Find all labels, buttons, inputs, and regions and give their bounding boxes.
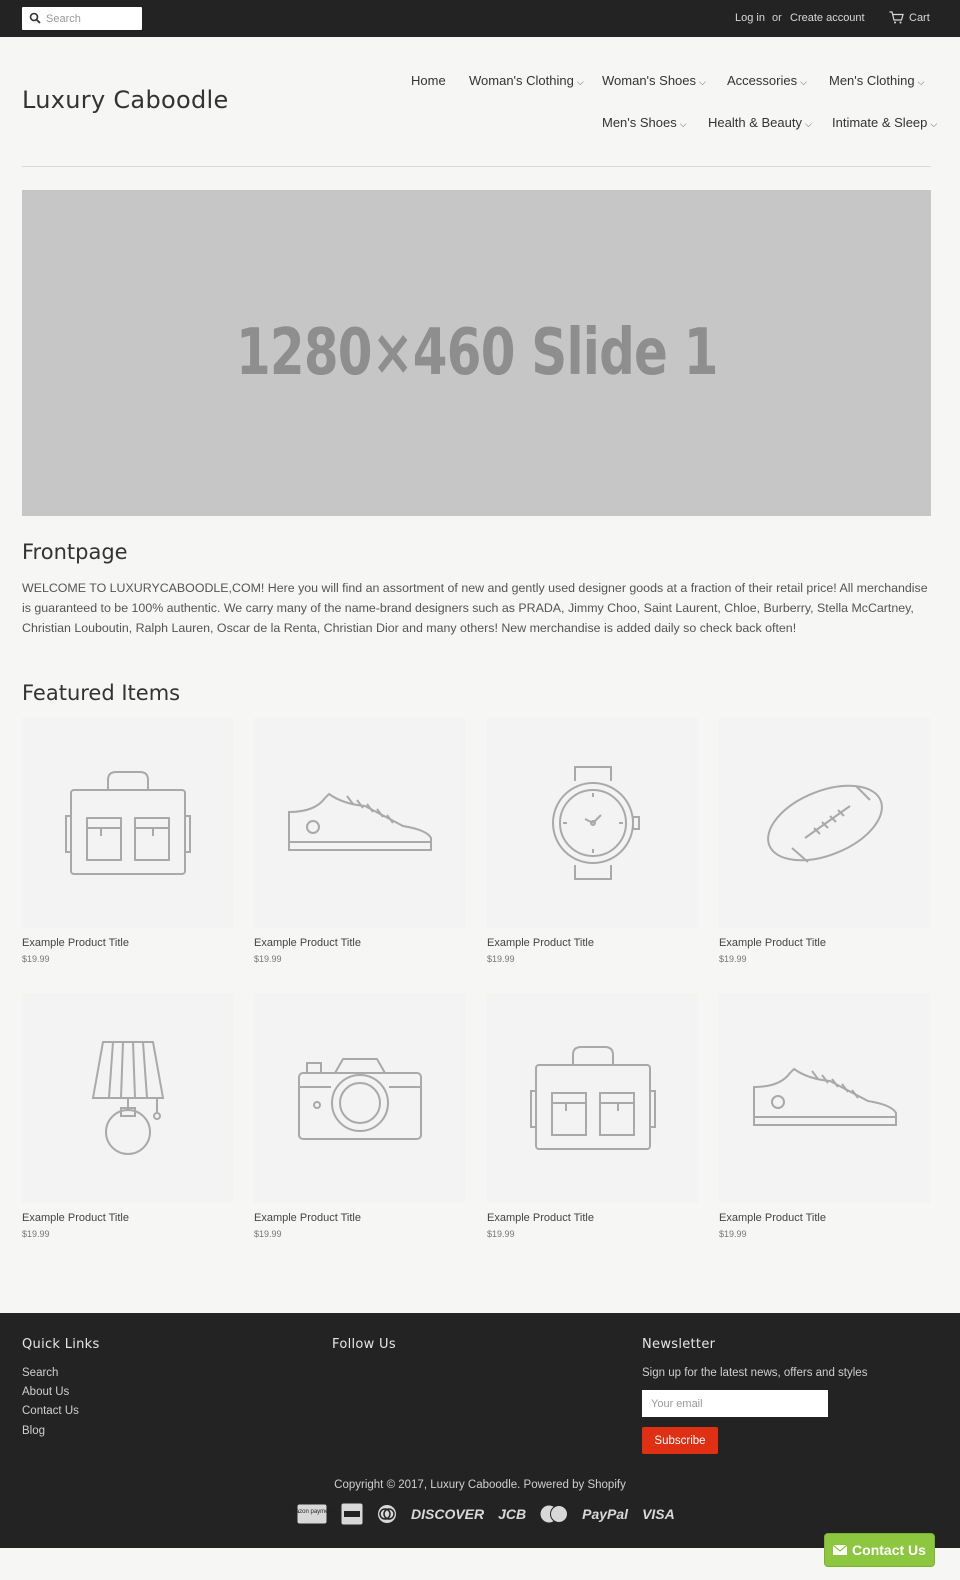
- nav-mens-shoes[interactable]: Men's Shoes ⌵: [602, 115, 687, 130]
- nav-health-beauty[interactable]: Health & Beauty ⌵: [708, 115, 812, 130]
- product-title[interactable]: Example Product Title: [254, 937, 361, 949]
- product-card[interactable]: [254, 993, 465, 1239]
- chevron-down-icon: ⌵: [930, 119, 938, 129]
- product-image[interactable]: [22, 718, 233, 928]
- contact-us-button[interactable]: [824, 1533, 935, 1567]
- product-card[interactable]: [719, 993, 930, 1239]
- cart-link[interactable]: Cart: [909, 12, 930, 24]
- visa-icon: VISA: [642, 1506, 675, 1522]
- create-account-link[interactable]: Create account: [790, 12, 865, 24]
- envelope-icon: [833, 1545, 847, 1555]
- product-title[interactable]: Example Product Title: [719, 1212, 826, 1224]
- slide-placeholder-text: 1280×460 Slide 1: [235, 316, 718, 390]
- chevron-down-icon: ⌵: [917, 77, 925, 87]
- product-title[interactable]: Example Product Title: [487, 937, 594, 949]
- product-price: $19.99: [254, 1229, 282, 1239]
- chevron-down-icon: ⌵: [804, 119, 812, 129]
- product-title[interactable]: Example Product Title: [22, 1212, 129, 1224]
- bag-icon: [528, 1043, 658, 1153]
- follow-us-heading: Follow Us: [332, 1337, 396, 1352]
- lamp-icon: [83, 1038, 173, 1158]
- chevron-down-icon: ⌵: [576, 77, 584, 87]
- product-price: $19.99: [22, 1229, 50, 1239]
- cart-icon[interactable]: [889, 11, 904, 24]
- jcb-icon: JCB: [498, 1506, 527, 1522]
- contact-us-label: Contact Us: [852, 1542, 926, 1558]
- product-title[interactable]: Example Product Title: [487, 1212, 594, 1224]
- nav-mens-clothing[interactable]: Men's Clothing ⌵: [829, 73, 925, 88]
- footer-link-contact-us[interactable]: Contact Us: [22, 1405, 79, 1417]
- subscribe-button[interactable]: Subscribe: [642, 1427, 718, 1454]
- header-divider: [22, 166, 931, 167]
- nav-womans-shoes[interactable]: Woman's Shoes ⌵: [602, 73, 706, 88]
- product-title[interactable]: Example Product Title: [719, 937, 826, 949]
- search-icon: [29, 12, 41, 24]
- top-bar: [0, 0, 960, 37]
- footer-link-blog[interactable]: Blog: [22, 1425, 46, 1437]
- discover-icon: DISCOVER: [411, 1506, 485, 1522]
- or-text: or: [772, 12, 782, 24]
- product-title[interactable]: Example Product Title: [254, 1212, 361, 1224]
- product-price: $19.99: [487, 1229, 515, 1239]
- nav-accessories[interactable]: Accessories ⌵: [727, 73, 807, 88]
- product-price: $19.99: [487, 954, 515, 964]
- nav-womans-clothing[interactable]: Woman's Clothing ⌵: [469, 73, 584, 88]
- product-image[interactable]: [22, 993, 233, 1203]
- product-card[interactable]: [719, 718, 930, 964]
- product-card[interactable]: [22, 993, 233, 1239]
- product-card[interactable]: [22, 718, 233, 964]
- product-card[interactable]: [487, 718, 698, 964]
- newsletter-email-input[interactable]: [642, 1390, 828, 1417]
- search-box[interactable]: [22, 7, 142, 30]
- featured-heading: Featured Items: [22, 681, 181, 705]
- amazon-payments-icon: [287, 1504, 337, 1524]
- frontpage-intro: WELCOME TO LUXURYCABOODLE,COM! Here you will find an assortment of new and gently used designer goods at a fraction of their retail price! All merchandise is guaranteed to be 100% authentic. We carry many of the name-brand designers such as PRADA, Jimmy Choo, Saint Laurent, Chloe, Burberry, Stella McCartney, Christian Louboutin, Ralph Lauren, Oscar de la Renta, Christian Dior and many others! New merchandise is added daily so check back often!: [22, 581, 928, 635]
- svg-text:amazon payments: amazon payments: [287, 1509, 337, 1515]
- login-link[interactable]: Log in: [735, 12, 765, 24]
- product-price: $19.99: [719, 954, 747, 964]
- product-image[interactable]: [254, 993, 465, 1203]
- footer-link-about-us[interactable]: About Us: [22, 1386, 70, 1398]
- nav-home[interactable]: Home: [411, 73, 446, 88]
- nav-intimate-sleep[interactable]: Intimate & Sleep ⌵: [832, 115, 938, 130]
- diners-club-icon: [377, 1504, 397, 1524]
- sneaker-icon: [285, 788, 435, 858]
- product-price: $19.99: [22, 954, 50, 964]
- product-title[interactable]: Example Product Title: [22, 937, 129, 949]
- site-logo[interactable]: Luxury Caboodle: [22, 86, 229, 114]
- product-price: $19.99: [719, 1229, 747, 1239]
- footer-link-search[interactable]: Search: [22, 1367, 59, 1379]
- hero-slide[interactable]: [22, 190, 931, 516]
- product-card[interactable]: [487, 993, 698, 1239]
- watch-icon: [543, 763, 643, 883]
- frontpage-heading: Frontpage: [22, 540, 128, 564]
- product-image[interactable]: [487, 993, 698, 1203]
- product-image[interactable]: [719, 993, 930, 1203]
- newsletter-heading: Newsletter: [642, 1337, 716, 1352]
- bag-icon: [63, 768, 193, 878]
- product-image[interactable]: [719, 718, 930, 928]
- product-card[interactable]: [254, 718, 465, 964]
- search-input[interactable]: [46, 7, 140, 30]
- mastercard-icon: [540, 1505, 568, 1523]
- product-image[interactable]: [254, 718, 465, 928]
- chevron-down-icon: ⌵: [699, 77, 706, 87]
- chevron-down-icon: ⌵: [679, 119, 687, 129]
- product-image[interactable]: [487, 718, 698, 928]
- copyright: Copyright © 2017, Luxury Caboodle. Powered by Shopify: [334, 1479, 626, 1491]
- newsletter-text: Sign up for the latest news, offers and styles: [642, 1367, 868, 1379]
- payment-icons: [287, 1503, 675, 1525]
- amex-icon: [341, 1503, 363, 1525]
- quick-links-heading: Quick Links: [22, 1337, 100, 1352]
- chevron-down-icon: ⌵: [800, 77, 807, 87]
- sneaker-icon: [750, 1063, 900, 1133]
- paypal-icon: PayPal: [582, 1506, 629, 1522]
- product-price: $19.99: [254, 954, 282, 964]
- camera-icon: [295, 1053, 425, 1143]
- football-icon: [760, 778, 890, 868]
